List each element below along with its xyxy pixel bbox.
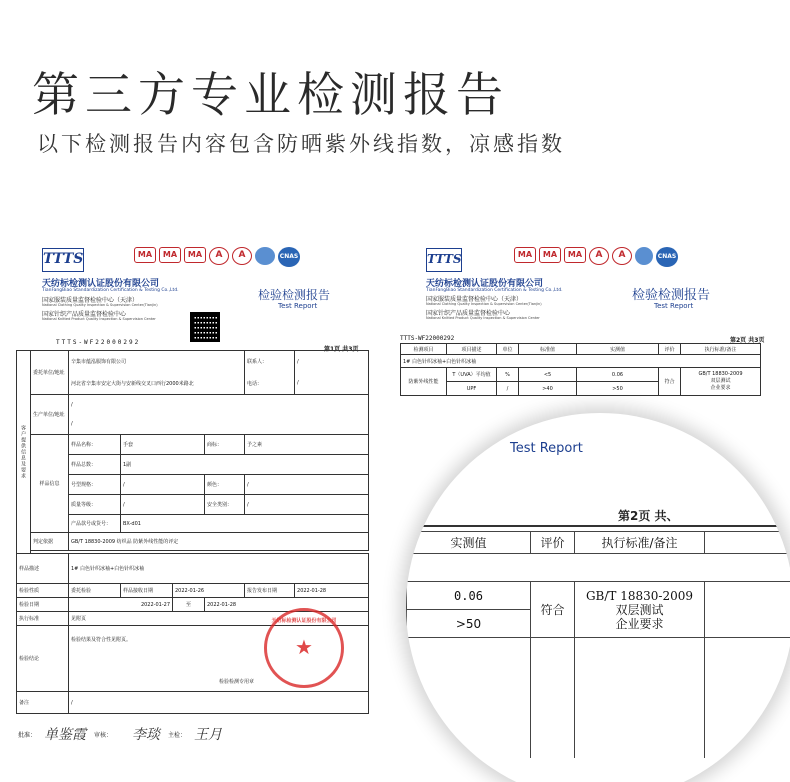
center-line-1-r: 国家服装质量监督检验中心（天津） <box>426 296 523 303</box>
test-date-start: 2022-01-27 <box>69 598 173 612</box>
client-label: 委托单位/地址 <box>31 351 69 395</box>
trademark-label: 商标： <box>205 435 245 455</box>
row2-desc: UPF <box>447 382 497 396</box>
producer-label: 生产单位/地址 <box>31 395 69 435</box>
remark-3: 企业要求 <box>710 385 731 391</box>
tester-signature: 王月 <box>194 727 223 743</box>
cal-mark-2: A <box>612 247 632 265</box>
company-name: 天纺标检测认证股份有限公司 <box>42 279 160 289</box>
sample-count-value: 1副 <box>121 455 369 475</box>
test-date-to: 至 <box>173 598 205 612</box>
mag-header-remark: 执行标准/备注 <box>575 532 705 554</box>
mag-header-eval: 评价 <box>531 532 575 554</box>
header-standard: 标准值 <box>519 344 577 355</box>
ttts-logo-2: TTTS <box>426 248 462 272</box>
cnas-mark: CNAS <box>278 247 300 267</box>
grade-label: 质量等级： <box>69 495 121 515</box>
certification-marks <box>134 247 300 267</box>
nature-label: 检验性质 <box>17 584 69 598</box>
row2-standard: >40 <box>519 382 577 396</box>
cma-mark-3: MA <box>184 247 206 263</box>
company-name-en: TianFangBiao Standardization Certification & Testing Co.,Ltd. <box>42 288 179 293</box>
test-date-label: 检验日期 <box>17 598 69 612</box>
mag-header-measured: 实测值 <box>407 532 531 554</box>
mag-remark-3: 企业要求 <box>615 616 664 631</box>
row2-unit: / <box>497 382 519 396</box>
cma-mark-2: MA <box>539 247 561 263</box>
page-title: 第三方专业检测报告 <box>32 68 509 123</box>
ttts-logo: TTTS <box>42 248 84 272</box>
cal-mark-1: A <box>209 247 229 265</box>
report-title: 检验检测报告 <box>258 288 331 302</box>
safety-label: 安全类别： <box>205 495 245 515</box>
remark-1: GB/T 18830-2009 <box>698 371 743 377</box>
sample-name-value: 手套 <box>121 435 205 455</box>
mag-measured-1: 0.06 <box>407 582 531 610</box>
cal-mark-1: A <box>589 247 609 265</box>
header-measured: 实测值 <box>577 344 659 355</box>
mag-remark-2: 双层测试 <box>615 602 664 617</box>
remark-label: 备注 <box>17 692 69 714</box>
nature-value: 委托检验 <box>69 584 121 598</box>
header-unit: 单位 <box>497 344 519 355</box>
mag-measured-2: >50 <box>407 610 531 638</box>
product-no-value: BX-d01 <box>121 515 369 533</box>
row2-measured: >50 <box>577 382 659 396</box>
center-line-2-en-r: National Knitted Product Quality Inspection & Supervision Center <box>426 316 540 320</box>
grade-value: / <box>121 495 205 515</box>
header-desc: 项目描述 <box>447 344 497 355</box>
desc-label: 样品描述 <box>17 554 69 584</box>
seal-label: 检验检测专用章 <box>219 679 255 685</box>
remark-value: / <box>69 692 369 714</box>
mag-remark-1: GB/T 18830-2009 <box>585 588 694 603</box>
row1-standard: <5 <box>519 368 577 382</box>
header-remark: 执行标准/备注 <box>681 344 761 355</box>
center-line-2: 国家针织产品质量监督检验中心 <box>42 311 127 318</box>
item-name: 防紫外线性能 <box>401 368 447 396</box>
producer-value-2: / <box>69 415 369 435</box>
page-number-2: 第2页 共3页 <box>730 337 765 344</box>
row1-measured: 0.06 <box>577 368 659 382</box>
report-title-en: Test Report <box>278 302 318 310</box>
contact-value: / <box>295 351 369 373</box>
magnified-page-number: 第2页 共、 <box>618 509 679 523</box>
mag-evaluation: 符合 <box>531 582 575 638</box>
sample-count-label: 样品总数： <box>69 455 121 475</box>
center-line-1-en: National Clothing Quality Inspection & Supervision Center(Tianjin) <box>42 303 158 307</box>
receive-value: 2022-01-26 <box>173 584 245 598</box>
reviewer-label: 审核： <box>94 731 113 739</box>
conclusion-value: 检验结果及符合性见附页。 <box>71 637 132 643</box>
qr-code <box>190 312 220 342</box>
phone-label: 电话： <box>245 373 295 395</box>
sample-line: 1# 白色针织冰袖+白色针织冰袖 <box>401 355 761 368</box>
sample-name-label: 样品名称： <box>69 435 121 455</box>
color-value: / <box>245 475 369 495</box>
report-number: TTTS-WF22000292 <box>56 339 141 346</box>
cal-mark-2: A <box>232 247 252 265</box>
magnified-divider <box>406 525 790 527</box>
standard-label: 执行标准 <box>17 612 69 626</box>
magnifier-lens <box>406 413 790 782</box>
contact-label: 联系人： <box>245 351 295 373</box>
company-name-2: 天纺标检测认证股份有限公司 <box>426 279 544 289</box>
center-line-1-en-r: National Clothing Quality Inspection & Supervision Center(Tianjin) <box>426 302 542 306</box>
report-number-2: TTTS-WF22000292 <box>400 335 455 342</box>
sample-info-label: 样品信息 <box>31 435 69 533</box>
model-label: 号型规格： <box>69 475 121 495</box>
center-line-2-r: 国家针织产品质量监督检验中心 <box>426 310 511 317</box>
test-date-end: 2022-01-28 <box>205 598 369 612</box>
report-title-en-2: Test Report <box>654 302 694 310</box>
side-label: 客户提供信息及要求 <box>17 351 31 554</box>
cma-mark-1: MA <box>514 247 536 263</box>
magnified-title-en: Test Report <box>510 441 583 456</box>
cnas-mark: CNAS <box>656 247 678 267</box>
mag-remark-cell <box>575 582 705 638</box>
page-number: 第1页 共3页 <box>324 346 359 353</box>
stamp-text: 天纺标检测认证股份有限公司 <box>271 618 337 624</box>
evaluation: 符合 <box>659 368 681 396</box>
page-subtitle: 以下检测报告内容包含防晒紫外线指数，凉感指数 <box>37 132 565 156</box>
remark-cell <box>681 368 761 396</box>
center-line-1: 国家服装质量监督检验中心（天津） <box>42 297 139 304</box>
center-line-2-en: National Knitted Product Quality Inspection & Supervision Center <box>42 317 156 321</box>
basis-value: GB/T 18830-2009 纺织品 防紫外线性能的评定 <box>69 533 369 551</box>
official-stamp <box>264 608 344 688</box>
product-no-label: 产品款号或货号： <box>69 515 121 533</box>
magnified-results-table <box>406 531 790 758</box>
left-report-page <box>12 240 372 780</box>
header-eval: 评价 <box>659 344 681 355</box>
conclusion-label: 检验结论 <box>17 626 69 692</box>
trademark-value: 予之素 <box>245 435 369 455</box>
cma-mark-1: MA <box>134 247 156 263</box>
basis-label: 判定依据 <box>31 533 69 551</box>
producer-value-1: / <box>69 395 369 415</box>
results-table <box>400 343 761 396</box>
cma-mark-3: MA <box>564 247 586 263</box>
client-address: 河北省辛集市安定大街与安新线交叉口西行2000米路北 <box>69 373 245 395</box>
approver-label: 批准： <box>18 731 37 739</box>
model-value: / <box>121 475 205 495</box>
remark-2: 双层测试 <box>710 378 731 384</box>
reviewer-signature: 李琰 <box>132 727 161 743</box>
report-title-2: 检验检测报告 <box>632 288 711 303</box>
row1-unit: % <box>497 368 519 382</box>
color-label: 颜色： <box>205 475 245 495</box>
phone-value: / <box>295 373 369 395</box>
ilac-mark-icon <box>255 247 275 265</box>
row1-desc: T（UVA）平均值 <box>447 368 497 382</box>
issue-value: 2022-01-28 <box>295 584 369 598</box>
safety-value: / <box>245 495 369 515</box>
header-item: 检测项目 <box>401 344 447 355</box>
certification-marks-2 <box>514 247 678 267</box>
approver-signature: 单鉴霞 <box>44 727 87 743</box>
tester-label: 主检： <box>168 731 187 739</box>
star-icon: ★ <box>295 634 313 659</box>
company-name-en-2: TianFangBiao Standardization Certification & Testing Co.,Ltd. <box>426 288 563 293</box>
cma-mark-2: MA <box>159 247 181 263</box>
receive-label: 样品接收日期 <box>121 584 173 598</box>
right-report-page <box>396 240 776 440</box>
desc-value: 1# 白色针织冰袖+白色针织冰袖 <box>69 554 369 584</box>
issue-label: 报告发布日期 <box>245 584 295 598</box>
standard-value: 见附页 <box>69 612 369 626</box>
client-name: 辛集市蕴泓服饰有限公司 <box>69 351 245 373</box>
ilac-mark-icon <box>635 247 653 265</box>
signature-row <box>18 724 230 744</box>
